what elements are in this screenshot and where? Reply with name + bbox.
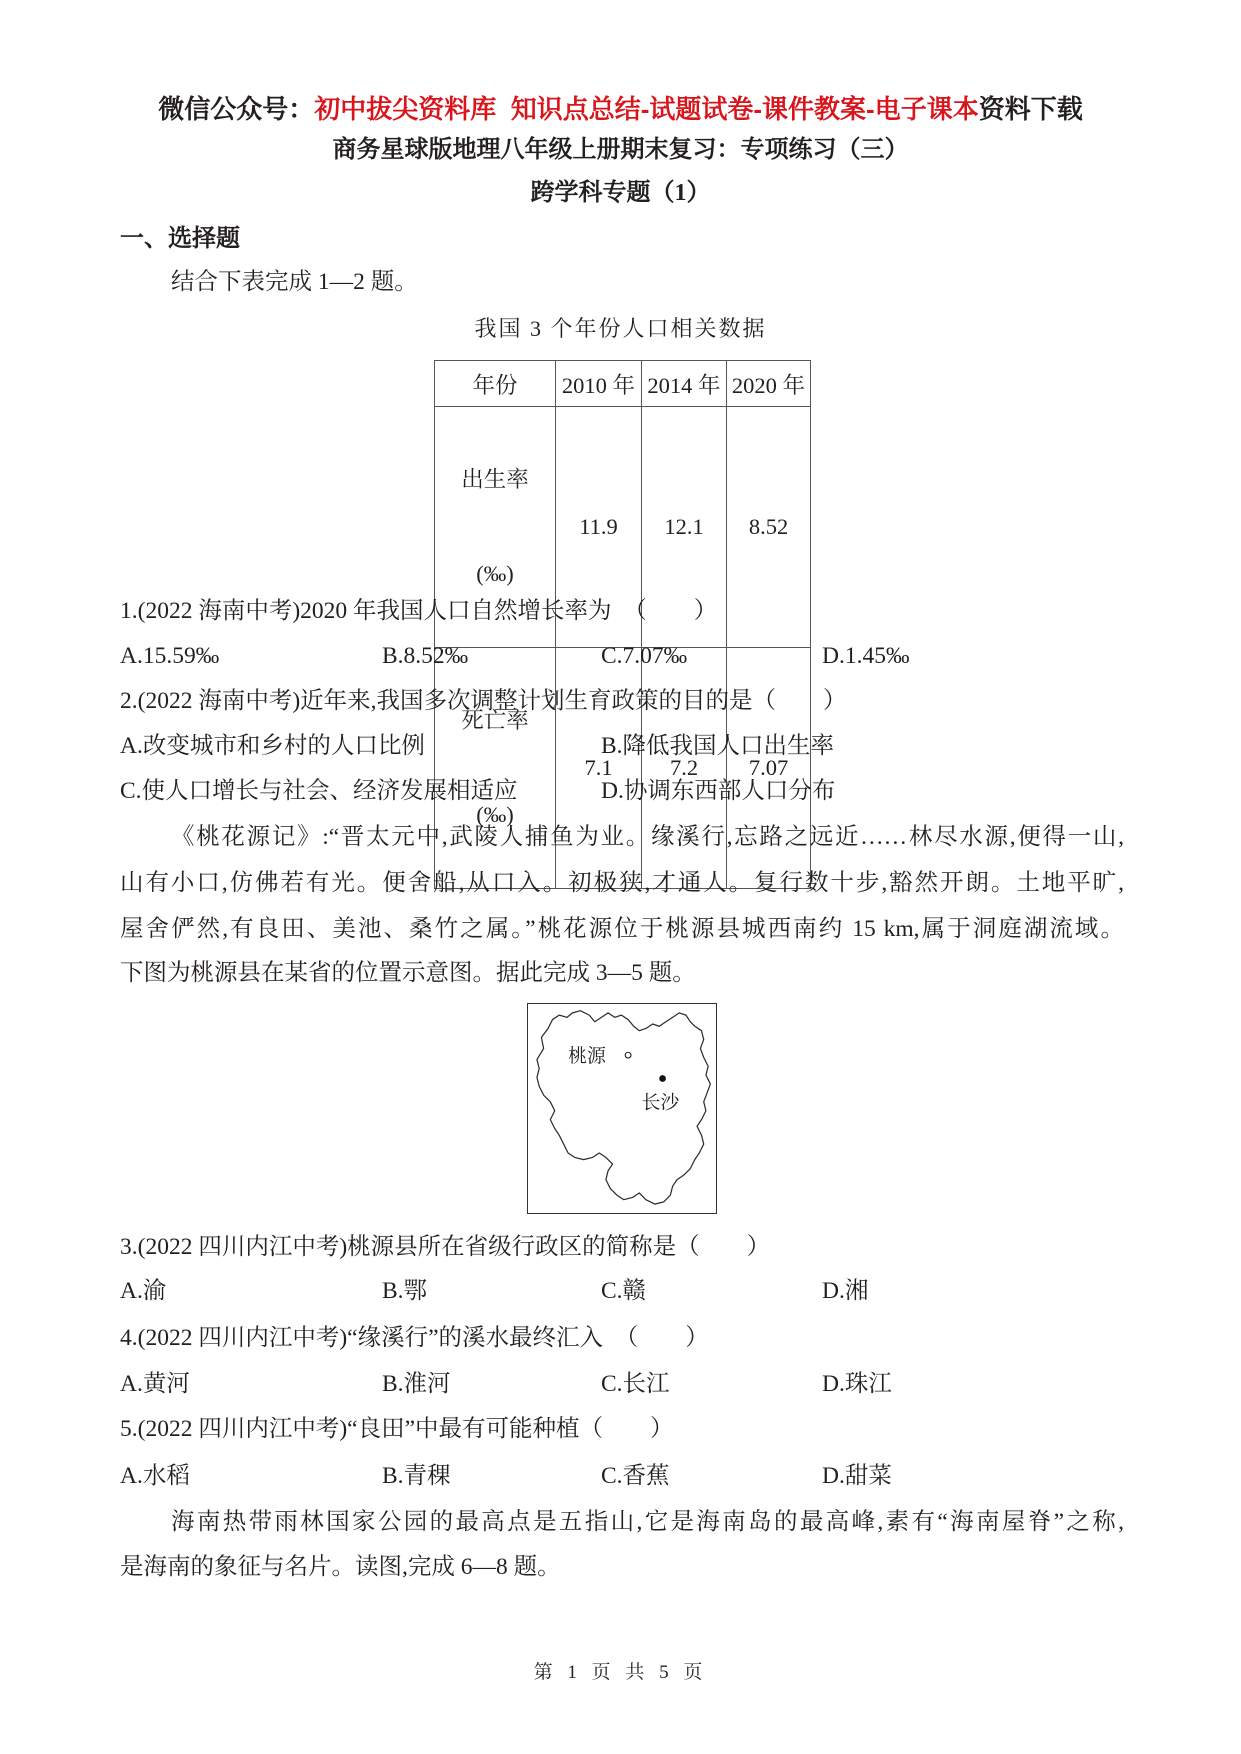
option-c: C.赣 [601,1278,647,1304]
row-label: 出生率 [461,467,529,492]
changsha-marker [659,1075,666,1082]
question-4-options [0,1368,1241,1400]
section-heading: 一、选择题 [120,225,240,252]
question-2-stem: 2.(2022 海南中考)近年来,我国多次调整计划生育政策的目的是（ ） [120,688,847,714]
row-unit: (‰) [476,802,514,827]
passage-line: 海南热带雨林国家公园的最高点是五指山,它是海南岛的最高峰,素有“海南屋脊”之称, [171,1509,1124,1535]
option-c: C.香蕉 [601,1463,670,1489]
province-outline [537,1011,710,1204]
header-suffix: 资料下载 [978,94,1083,124]
passage-line: 是海南的象征与名片。读图,完成 6—8 题。 [120,1554,561,1580]
map-drawing [528,1004,716,1213]
table-cell: 7.1 [556,648,642,889]
question-1-stem: 1.(2022 海南中考)2020 年我国人口自然增长率为 （ ） [120,598,718,624]
table-cell: 7.07 [727,648,811,889]
table-caption: 我国 3 个年份人口相关数据 [474,316,767,341]
option-d: D.甜菜 [822,1463,892,1489]
question-1-options [0,640,1241,672]
option-b: B.青稞 [382,1463,451,1489]
document-subtitle: 商务星球版地理八年级上册期末复习：专项练习（三） [332,137,909,163]
promo-header [0,93,1241,125]
option-a: A.渝 [120,1278,167,1304]
row-label: 死亡率 [461,708,529,733]
option-a: A.黄河 [120,1371,190,1397]
taoyuan-marker [625,1052,631,1058]
taoyuan-label: 桃源 [568,1045,606,1067]
option-a: A.改变城市和乡村的人口比例 [120,733,425,759]
option-b: B.鄂 [382,1278,428,1304]
table-cell: 8.52 [727,407,811,648]
table-header-cell: 年份 [435,361,556,407]
option-b: B.淮河 [382,1371,451,1397]
passage-line: 下图为桃源县在某省的位置示意图。据此完成 3—5 题。 [120,960,696,986]
question-2-options-row-2 [0,775,1241,807]
question-3-options [0,1275,1241,1307]
header-prefix: 微信公众号： [158,94,315,124]
question-3-stem: 3.(2022 四川内江中考)桃源县所在省级行政区的简称是（ ） [120,1234,771,1260]
document-title: 跨学科专题（1） [530,180,711,206]
option-d: D.1.45‰ [822,643,910,669]
option-c: C.使人口增长与社会、经济发展相适应 [120,778,518,804]
table-header-cell: 2020 年 [727,361,811,407]
header-highlight: 初中拔尖资料库 知识点总结-试题试卷-课件教案-电子课本 [314,94,979,124]
question-5-options [0,1460,1241,1492]
table-header-cell: 2010 年 [556,361,642,407]
option-d: D.湘 [822,1278,869,1304]
question-4-stem: 4.(2022 四川内江中考)“缘溪行”的溪水最终汇入 （ ） [120,1325,709,1351]
row-unit: (‰) [476,561,514,586]
passage-line: 屋舍俨然,有良田、美池、桑竹之属。”桃花源位于桃源县城西南约 15 km,属于洞庭湖流域。 [120,916,1124,942]
option-d: D.珠江 [822,1371,892,1397]
passage-line: 山有小口,仿佛若有光。便舍船,从口入。初极狭,才通人。复行数十步,豁然开朗。土地平旷, [120,870,1124,896]
province-location-map [527,1003,717,1214]
option-c: C.长江 [601,1371,670,1397]
option-d: D.协调东西部人口分布 [601,778,836,804]
passage-line: 《桃花源记》:“晋太元中,武陵人捕鱼为业。缘溪行,忘路之远近……林尽水源,便得一山, [171,824,1124,850]
option-a: A.水稻 [120,1463,190,1489]
question-2-options-row-1 [0,730,1241,762]
table-header-cell: 2014 年 [642,361,727,407]
option-c: C.7.07‰ [601,643,688,669]
table-intro: 结合下表完成 1—2 题。 [171,269,418,295]
table-cell: 12.1 [642,407,727,648]
changsha-label: 长沙 [641,1092,680,1114]
page-footer: 第 1 页 共 5 页 [533,1662,708,1683]
option-a: A.15.59‰ [120,643,220,669]
table-cell: 11.9 [556,407,642,648]
option-b: B.降低我国人口出生率 [601,733,835,759]
question-5-stem: 5.(2022 四川内江中考)“良田”中最有可能种植（ ） [120,1416,674,1442]
table-cell: 7.2 [642,648,727,889]
table-header-row [435,361,811,407]
option-b: B.8.52‰ [382,643,469,669]
